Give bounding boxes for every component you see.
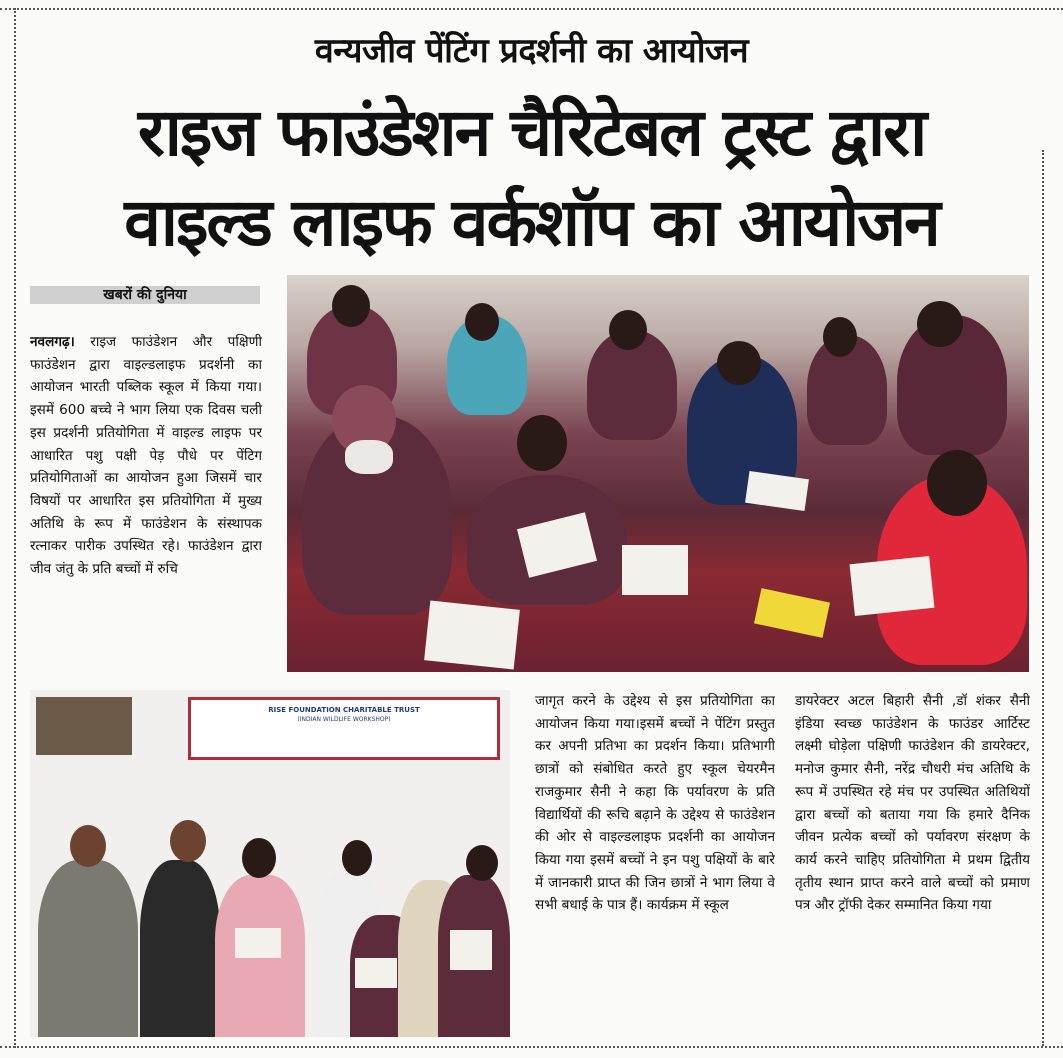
headline-line-1: राइज फाउंडेशन चैरिटेबल ट्रस्ट द्वारा [137, 94, 926, 171]
right-rule [1042, 150, 1044, 1046]
dateline: नवलगढ़। [30, 334, 75, 350]
article-column-1 [30, 331, 262, 687]
byline: खबरों की दुनिया [30, 286, 260, 304]
main-photo-students-painting [287, 275, 1029, 672]
kicker-headline: वन्यजीव पेंटिंग प्रदर्शनी का आयोजन [314, 31, 749, 71]
banner-subtitle: (INDIAN WILDLIFE WORKSHOP) [297, 716, 391, 723]
article-column-3: डायरेक्टर अटल बिहारी सैनी ,डॉ शंकर सैनी इंडिया स्वच्छ फाउंडेशन के फाउंडर आर्टिस्ट लक्ष्मी घोड़ेला पक्षिणी फाउंडेशन की डायरेक्टर, मनोज कुमार सैनी, नरेंद्र चौधरी मंच अतिथि के रूप में उपस्थित रहे मंच पर उपस्थित अतिथियों द्वारा बच्चों को बताया गया कि हमारे दैनिक जीवन प्रत्येक बच्चों को पर्यावरण संरक्षण के कार्य करने चाहिए प्रतियोगिता मे प्रथम द्वितीय तृतीय स्थान प्राप्त करने वाले बच्चों को प्रमाण पत्र और ट्रॉफी देकर सम्मानित किया गया [795, 693, 1030, 914]
bottom-rule [0, 1046, 1063, 1048]
top-rule [0, 8, 1063, 10]
article-text-1: राइज फाउंडेशन और पक्षिणी फाउंडेशन द्वारा वाइल्डलाइफ प्रदर्शनी का आयोजन भारती पब्लिक स्कूल में किया गया। इसमें 600 बच्चे ने भाग लिया एक दिवस चली इस प्रदर्शनी प्रतियोगिता में वाइल्ड लाइफ पर आधारित पशु पक्षी पेड़ पौधे पर पेंटिग प्रतियोगिताओं का आयोजन हुआ जिसमें चार विषयों पर आधारित इस प्रतियोगिता में मुख्य अतिथि के रूप में फाउंडेशन के संस्थापक रत्नाकर पारीक उपस्थित रहे। फाउंडेशन द्वारा जीव जंतु के प्रति बच्चों में रुचि [30, 334, 262, 578]
banner-title: RISE FOUNDATION CHARITABLE TRUST [268, 706, 420, 714]
article-column-2: जागृत करने के उद्देश्य से इस प्रतियोगिता का आयोजन किया गया।इसमें बच्चों ने पेंटिंग प्रस्तुत कर अपनी प्रतिभा का प्रदर्शन किया। प्रतिभागी छात्रों को संबोधित करते हुए स्कूल चेयरमैन राजकुमार सैनी ने कहा कि पर्यावरण के प्रति विद्यार्थियों की रूचि बढ़ाने के उद्देश्य से फाउंडेशन की ओर से वाइल्डलाइफ प्रदर्शनी का आयोजन किया गया इसमें बच्चों ने इन पशु पक्षियों के बारे में जानकारी प्राप्त की जिन छात्रों ने भाग लिया वे सभी बधाई के पात्र हैं। कार्यक्रम में स्कूल [535, 693, 775, 914]
framed-picture [36, 697, 132, 755]
event-banner [188, 697, 500, 760]
headline-line-2: वाइल्ड लाइफ वर्कशॉप का आयोजन [124, 184, 939, 261]
